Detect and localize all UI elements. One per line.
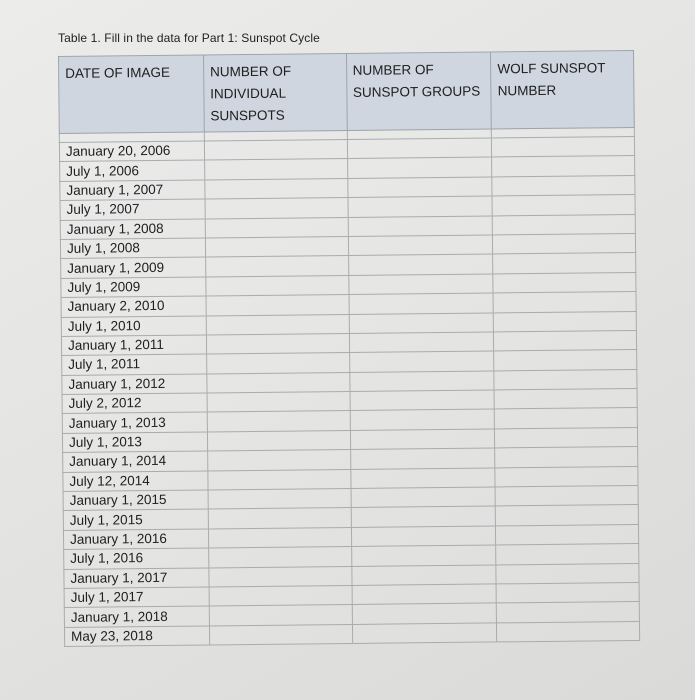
header-line: WOLF SUNSPOT <box>497 60 606 77</box>
date-cell: July 1, 2017 <box>64 587 209 608</box>
individual-sunspots-cell[interactable] <box>209 566 352 587</box>
header-line: NUMBER <box>497 82 557 99</box>
wolf-number-cell[interactable] <box>497 621 640 642</box>
date-cell: July 1, 2010 <box>61 315 206 336</box>
individual-sunspots-cell[interactable] <box>206 333 349 354</box>
individual-sunspots-cell[interactable] <box>206 295 349 316</box>
sunspot-groups-cell[interactable] <box>352 584 497 605</box>
wolf-number-cell[interactable] <box>493 311 636 332</box>
header-line: SUNSPOTS <box>210 107 285 124</box>
individual-sunspots-cell[interactable] <box>205 198 348 219</box>
sunspot-groups-cell[interactable] <box>350 429 495 450</box>
individual-sunspots-cell[interactable] <box>208 527 351 548</box>
date-cell: May 23, 2018 <box>64 626 209 647</box>
individual-sunspots-cell[interactable] <box>207 392 350 413</box>
date-cell: July 1, 2013 <box>62 432 207 453</box>
wolf-number-cell[interactable] <box>494 350 637 371</box>
sunspot-groups-cell[interactable] <box>350 409 495 430</box>
date-cell: January 1, 2016 <box>63 529 208 550</box>
date-cell: January 1, 2013 <box>62 412 207 433</box>
sunspot-table-container <box>58 50 640 666</box>
table-header-row <box>59 50 635 133</box>
wolf-number-cell[interactable] <box>492 214 635 235</box>
wolf-number-cell[interactable] <box>494 389 637 410</box>
wolf-number-cell[interactable] <box>493 233 636 254</box>
sunspot-groups-cell[interactable] <box>348 216 493 237</box>
wolf-number-cell[interactable] <box>496 544 639 565</box>
sunspot-groups-cell[interactable] <box>352 603 497 624</box>
date-cell: July 1, 2015 <box>63 509 208 530</box>
individual-sunspots-cell[interactable] <box>204 139 347 160</box>
individual-sunspots-cell[interactable] <box>209 547 352 568</box>
sunspot-groups-cell[interactable] <box>351 545 496 566</box>
date-cell: July 2, 2012 <box>62 393 207 414</box>
date-cell: July 1, 2016 <box>64 548 209 569</box>
wolf-number-cell[interactable] <box>493 292 636 313</box>
sunspot-cycle-table <box>58 50 640 647</box>
sunspot-groups-cell[interactable] <box>351 487 496 508</box>
wolf-number-cell[interactable] <box>493 272 636 293</box>
individual-sunspots-cell[interactable] <box>207 411 350 432</box>
individual-sunspots-cell[interactable] <box>208 469 351 490</box>
wolf-number-cell[interactable] <box>497 602 640 623</box>
sunspot-groups-cell[interactable] <box>349 351 494 372</box>
sunspot-groups-cell[interactable] <box>350 468 495 489</box>
sunspot-groups-cell[interactable] <box>349 332 494 353</box>
individual-sunspots-cell[interactable] <box>207 430 350 451</box>
sunspot-groups-cell[interactable] <box>349 371 494 392</box>
date-cell: January 1, 2014 <box>63 451 208 472</box>
sunspot-groups-cell[interactable] <box>348 274 493 295</box>
individual-sunspots-cell[interactable] <box>204 159 347 180</box>
wolf-number-cell[interactable] <box>496 563 639 584</box>
sunspot-groups-cell[interactable] <box>347 138 492 159</box>
date-cell: July 12, 2014 <box>63 471 208 492</box>
individual-sunspots-cell[interactable] <box>209 624 352 645</box>
date-cell: January 1, 2018 <box>64 606 209 627</box>
wolf-number-cell[interactable] <box>492 136 635 157</box>
sunspot-groups-cell[interactable] <box>348 235 493 256</box>
date-cell: January 1, 2011 <box>61 335 206 356</box>
individual-sunspots-cell[interactable] <box>205 178 348 199</box>
sunspot-groups-cell[interactable] <box>350 448 495 469</box>
individual-sunspots-cell[interactable] <box>208 508 351 529</box>
date-cell: January 20, 2006 <box>59 141 204 162</box>
wolf-number-cell[interactable] <box>495 485 638 506</box>
wolf-number-cell[interactable] <box>494 408 637 429</box>
individual-sunspots-cell[interactable] <box>209 585 352 606</box>
date-cell: January 1, 2008 <box>60 219 205 240</box>
header-date-of-image <box>59 55 205 134</box>
individual-sunspots-cell[interactable] <box>207 372 350 393</box>
wolf-number-cell[interactable] <box>496 524 639 545</box>
wolf-number-cell[interactable] <box>494 330 637 351</box>
wolf-number-cell[interactable] <box>496 582 639 603</box>
header-line: DATE OF IMAGE <box>65 64 171 81</box>
individual-sunspots-cell[interactable] <box>208 450 351 471</box>
wolf-number-cell[interactable] <box>492 195 635 216</box>
date-cell: July 1, 2008 <box>60 238 205 259</box>
header-line: NUMBER OF <box>352 62 434 78</box>
sunspot-groups-cell[interactable] <box>348 196 493 217</box>
wolf-number-cell[interactable] <box>493 253 636 274</box>
sunspot-groups-cell[interactable] <box>347 157 492 178</box>
wolf-number-cell[interactable] <box>496 505 639 526</box>
date-cell: July 1, 2011 <box>62 354 207 375</box>
sunspot-groups-cell[interactable] <box>351 506 496 527</box>
wolf-number-cell[interactable] <box>492 175 635 196</box>
header-line: NUMBER OF <box>209 63 292 80</box>
individual-sunspots-cell[interactable] <box>206 314 349 335</box>
sunspot-groups-cell[interactable] <box>348 254 493 275</box>
wolf-number-cell[interactable] <box>494 369 637 390</box>
individual-sunspots-cell[interactable] <box>209 605 352 626</box>
date-cell: July 1, 2007 <box>60 199 205 220</box>
sunspot-groups-cell[interactable] <box>350 390 495 411</box>
sunspot-groups-cell[interactable] <box>352 623 497 644</box>
date-cell: July 1, 2009 <box>61 277 206 298</box>
date-cell: January 1, 2012 <box>62 374 207 395</box>
wolf-number-cell[interactable] <box>492 156 635 177</box>
header-line: INDIVIDUAL <box>210 85 287 102</box>
date-cell: January 1, 2017 <box>64 568 209 589</box>
date-cell: January 1, 2015 <box>63 490 208 511</box>
sunspot-groups-cell[interactable] <box>349 312 494 333</box>
sunspot-groups-cell[interactable] <box>349 293 494 314</box>
wolf-number-cell[interactable] <box>495 427 638 448</box>
header-wolf-sunspot-number <box>491 50 635 128</box>
header-number-of-sunspot-groups <box>346 52 491 131</box>
individual-sunspots-cell[interactable] <box>208 488 351 509</box>
header-number-of-individual-sunspots <box>203 53 347 131</box>
individual-sunspots-cell[interactable] <box>206 353 349 374</box>
sunspot-groups-cell[interactable] <box>351 526 496 547</box>
individual-sunspots-cell[interactable] <box>205 217 348 238</box>
individual-sunspots-cell[interactable] <box>205 256 348 277</box>
date-cell: January 1, 2007 <box>60 180 205 201</box>
header-line: SUNSPOT GROUPS <box>352 83 481 100</box>
date-cell: January 2, 2010 <box>61 296 206 317</box>
date-cell: July 1, 2006 <box>60 160 205 181</box>
table-body <box>59 127 639 646</box>
individual-sunspots-cell[interactable] <box>205 236 348 257</box>
table-caption: Table 1. Fill in the data for Part 1: Sunspot Cycle <box>58 31 320 45</box>
sunspot-groups-cell[interactable] <box>351 565 496 586</box>
sunspot-groups-cell[interactable] <box>347 177 492 198</box>
wolf-number-cell[interactable] <box>495 447 638 468</box>
individual-sunspots-cell[interactable] <box>206 275 349 296</box>
date-cell: January 1, 2009 <box>61 257 206 278</box>
wolf-number-cell[interactable] <box>495 466 638 487</box>
